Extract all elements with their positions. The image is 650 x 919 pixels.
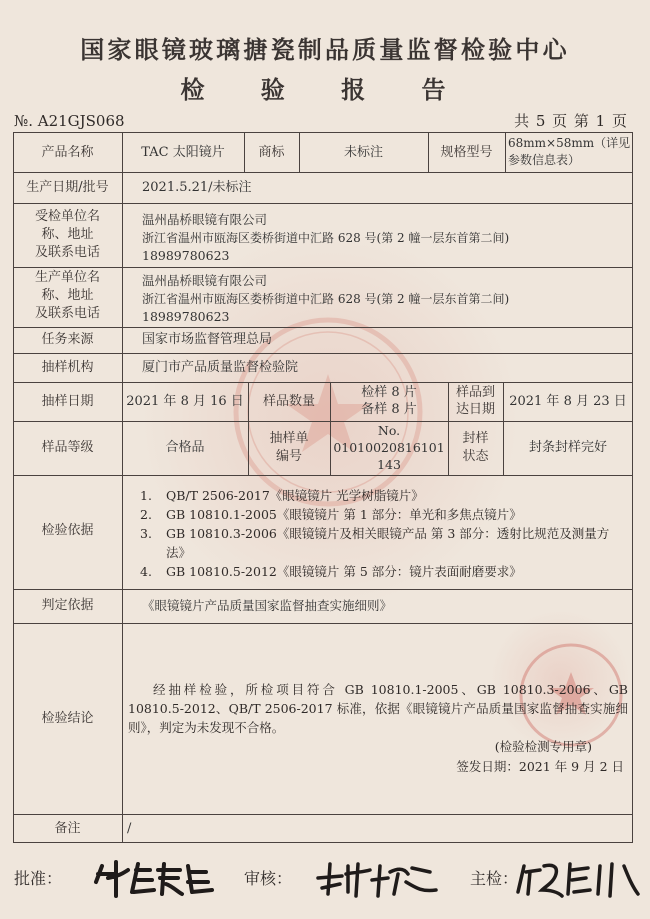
value-task-source: 国家市场监督管理总局 bbox=[142, 332, 273, 347]
value-client-name: 温州晶桥眼镜有限公司 bbox=[142, 212, 268, 227]
label-sample-grade: 样品等级 bbox=[41, 440, 94, 455]
label-maker-1: 生产单位名 bbox=[34, 270, 100, 285]
basis-item-number: 3. bbox=[140, 526, 152, 541]
value-maker-name: 温州晶桥眼镜有限公司 bbox=[142, 273, 268, 288]
label-task-source: 任务来源 bbox=[41, 332, 94, 347]
review-label: 审核： bbox=[244, 869, 293, 888]
label-production-date: 生产日期/批号 bbox=[26, 180, 109, 195]
label-remarks: 备注 bbox=[54, 821, 81, 836]
seal-note: (检验检测专用章) bbox=[494, 739, 592, 754]
value-sampling-date: 2021 年 8 月 16 日 bbox=[126, 394, 244, 409]
value-product-name: TAC 太阳镜片 bbox=[141, 145, 225, 160]
value-seal-status: 封条封样完好 bbox=[528, 440, 607, 455]
label-client-2: 称、地址 bbox=[41, 227, 94, 242]
basis-item-number: 1. bbox=[140, 488, 152, 503]
basis-item-number: 2. bbox=[140, 507, 152, 522]
page-info: 共 5 页 第 1 页 bbox=[514, 112, 628, 130]
value-production-date: 2021.5.21/未标注 bbox=[142, 180, 252, 195]
value-sample-grade: 合格品 bbox=[165, 440, 205, 455]
value-arrival-date: 2021 年 8 月 23 日 bbox=[509, 394, 627, 409]
label-sampling-org: 抽样机构 bbox=[41, 360, 94, 375]
report-title: 检 验 报 告 bbox=[180, 76, 470, 104]
label-maker-2: 称、地址 bbox=[41, 288, 94, 303]
chief-signature bbox=[514, 852, 644, 902]
label-client-1: 受检单位名 bbox=[34, 209, 100, 224]
basis-item-text: GB 10810.1-2005《眼镜镜片 第 1 部分：单光和多焦点镜片》 bbox=[166, 507, 522, 522]
value-maker-address: 浙江省温州市瓯海区娄桥街道中汇路 628 号(第 2 幢一层东首第二间) bbox=[142, 292, 510, 306]
value-model: 68mm×58mm（详见参数信息表） bbox=[508, 136, 631, 167]
conclusion-text: 经抽样检验，所检项目符合 GB 10810.1-2005、GB 10810.3-2006、GB 10810.5-2012、QB/T 2506-2017 标准，依据《眼镜镜片产品质量国家监督抽查实施细则》，判定为未发现不合格。 bbox=[128, 682, 628, 735]
basis-item-text: GB 10810.5-2012《眼镜镜片 第 5 部分：镜片表面耐磨要求》 bbox=[166, 564, 522, 579]
inspection-basis-list bbox=[140, 486, 620, 581]
label-sampling-date: 抽样日期 bbox=[41, 394, 94, 409]
basis-item-number: 4. bbox=[140, 564, 152, 579]
org-title: 国家眼镜玻璃搪瓷制品质量监督检验中心 bbox=[80, 36, 570, 64]
value-sample-no-suffix: 143 bbox=[377, 457, 401, 472]
label-client-3: 及联系电话 bbox=[34, 245, 100, 260]
label-judge-basis: 判定依据 bbox=[41, 598, 94, 613]
label-model: 规格型号 bbox=[440, 145, 493, 160]
value-sample-no: 01010020816101 bbox=[333, 440, 445, 455]
label-maker-3: 及联系电话 bbox=[34, 306, 100, 321]
label-inspection-basis: 检验依据 bbox=[41, 523, 94, 538]
value-remarks: / bbox=[127, 821, 132, 836]
basis-item-text: QB/T 2506-2017《眼镜镜片 光学树脂镜片》 bbox=[166, 488, 424, 503]
label-product-name: 产品名称 bbox=[41, 145, 94, 160]
value-client-address: 浙江省温州市瓯海区娄桥街道中汇路 628 号(第 2 幢一层东首第二间) bbox=[142, 231, 510, 245]
value-judge-basis: 《眼镜镜片产品质量国家监督抽查实施细则》 bbox=[142, 598, 393, 613]
label-seal-1: 封样 bbox=[462, 431, 489, 446]
review-signature bbox=[312, 852, 452, 902]
basis-item-text: GB 10810.3-2006《眼镜镜片及相关眼镜产品 第 3 部分：透射比规范及测量方法》 bbox=[166, 526, 610, 560]
chief-label: 主检： bbox=[470, 869, 519, 888]
value-sample-qty-test: 检样 8 片 bbox=[361, 385, 417, 400]
label-sample-no-1: 抽样单 bbox=[269, 431, 309, 446]
label-trademark: 商标 bbox=[258, 145, 285, 160]
value-sample-no-prefix: No. bbox=[377, 423, 401, 438]
value-maker-phone: 18989780623 bbox=[142, 309, 230, 324]
label-conclusion: 检验结论 bbox=[41, 711, 94, 726]
label-sample-qty: 样品数量 bbox=[262, 394, 315, 409]
label-arrival-1: 样品到 bbox=[455, 385, 495, 400]
label-seal-2: 状态 bbox=[462, 449, 489, 464]
basis-item bbox=[140, 505, 620, 524]
value-sample-qty-backup: 备样 8 片 bbox=[361, 402, 417, 417]
basis-item bbox=[140, 562, 620, 581]
label-sample-no-2: 编号 bbox=[275, 449, 302, 464]
approve-signature bbox=[88, 852, 228, 902]
report-number: №. A21GJS068 bbox=[14, 112, 125, 130]
value-trademark: 未标注 bbox=[343, 145, 383, 160]
value-client-phone: 18989780623 bbox=[142, 248, 230, 263]
approve-label: 批准： bbox=[14, 869, 63, 888]
basis-item bbox=[140, 486, 620, 505]
basis-item bbox=[140, 524, 620, 562]
issue-date: 签发日期：2021 年 9 月 2 日 bbox=[456, 759, 624, 774]
label-arrival-2: 达日期 bbox=[455, 402, 495, 417]
value-sampling-org: 厦门市产品质量监督检验院 bbox=[142, 360, 299, 375]
